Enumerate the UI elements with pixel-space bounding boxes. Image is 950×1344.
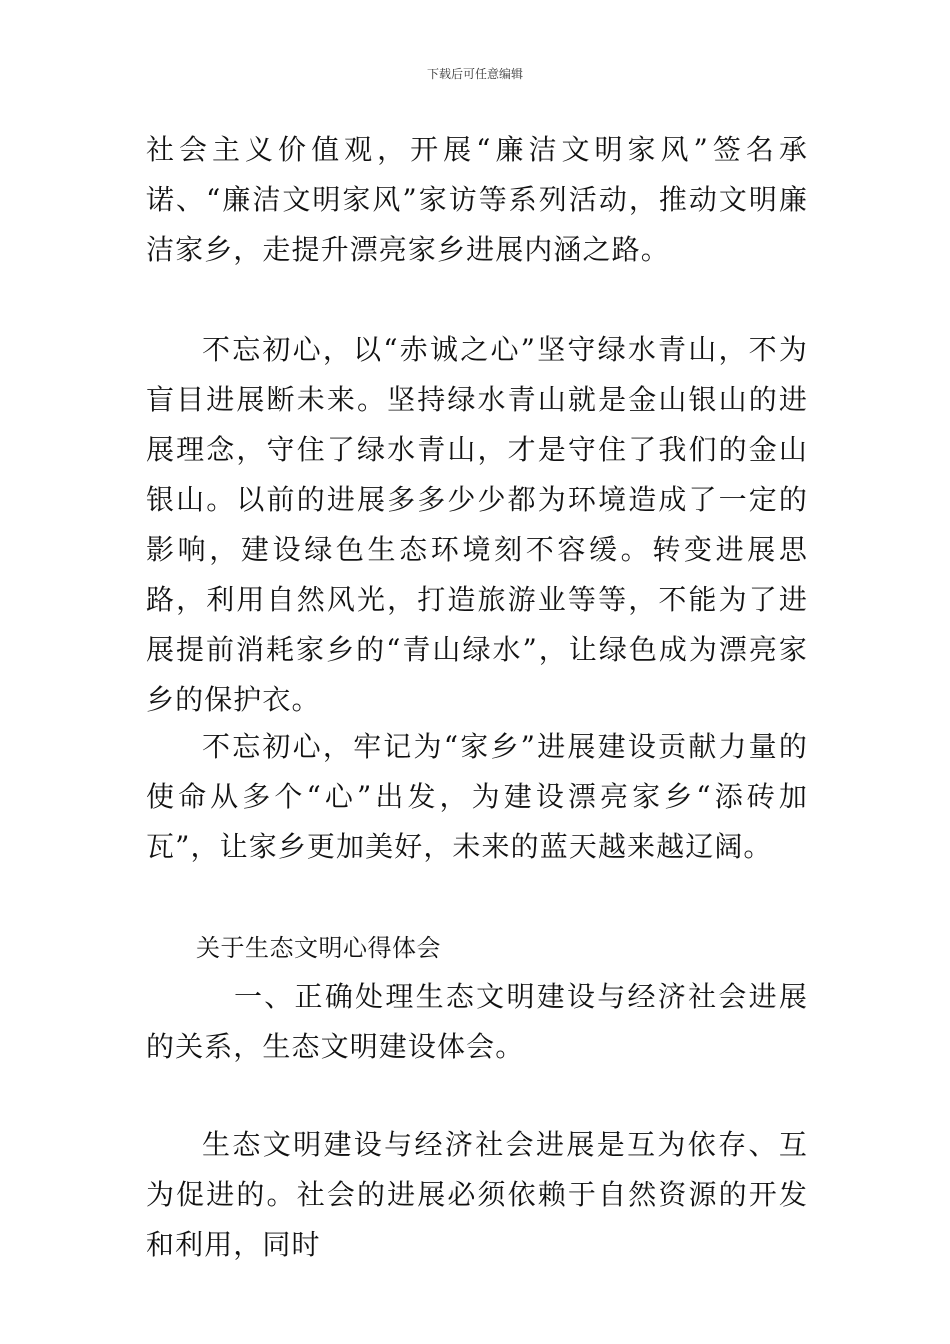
paragraph-section-body: 生态文明建设与经济社会进展是互为依存、互为促进的。社会的进展必须依赖于自然资源的开发和利用，同时	[146, 1128, 808, 1261]
paragraph-1: 社会主义价值观，开展“廉洁文明家风”签名承诺、“廉洁文明家风”家访等系列活动，推动文明廉洁家乡，走提升漂亮家乡进展内涵之路。	[146, 133, 808, 266]
section-heading: 关于生态文明心得体会	[196, 934, 441, 962]
page-header: 下载后可任意编辑	[426, 67, 523, 81]
paragraph-3: 不忘初心，牢记为“家乡”进展建设贡献力量的使命从多个“心”出发，为建设漂亮家乡“添砖加瓦”，让家乡更加美好，未来的蓝天越来越辽阔。	[146, 730, 808, 863]
paragraph-section-1: 一、正确处理生态文明建设与经济社会进展的关系，生态文明建设体会。	[146, 980, 808, 1063]
paragraph-2: 不忘初心，以“赤诚之心”坚守绿水青山，不为盲目进展断未来。坚持绿水青山就是金山银山的进展理念，守住了绿水青山，才是守住了我们的金山银山。以前的进展多多少少都为环境造成了一定的影响，建设绿色生态环境刻不容缓。转变进展思路，利用自然风光，打造旅游业等等，不能为了进展提前消耗家乡的“青山绿水”，让绿色成为漂亮家乡的保护衣。	[146, 333, 808, 716]
